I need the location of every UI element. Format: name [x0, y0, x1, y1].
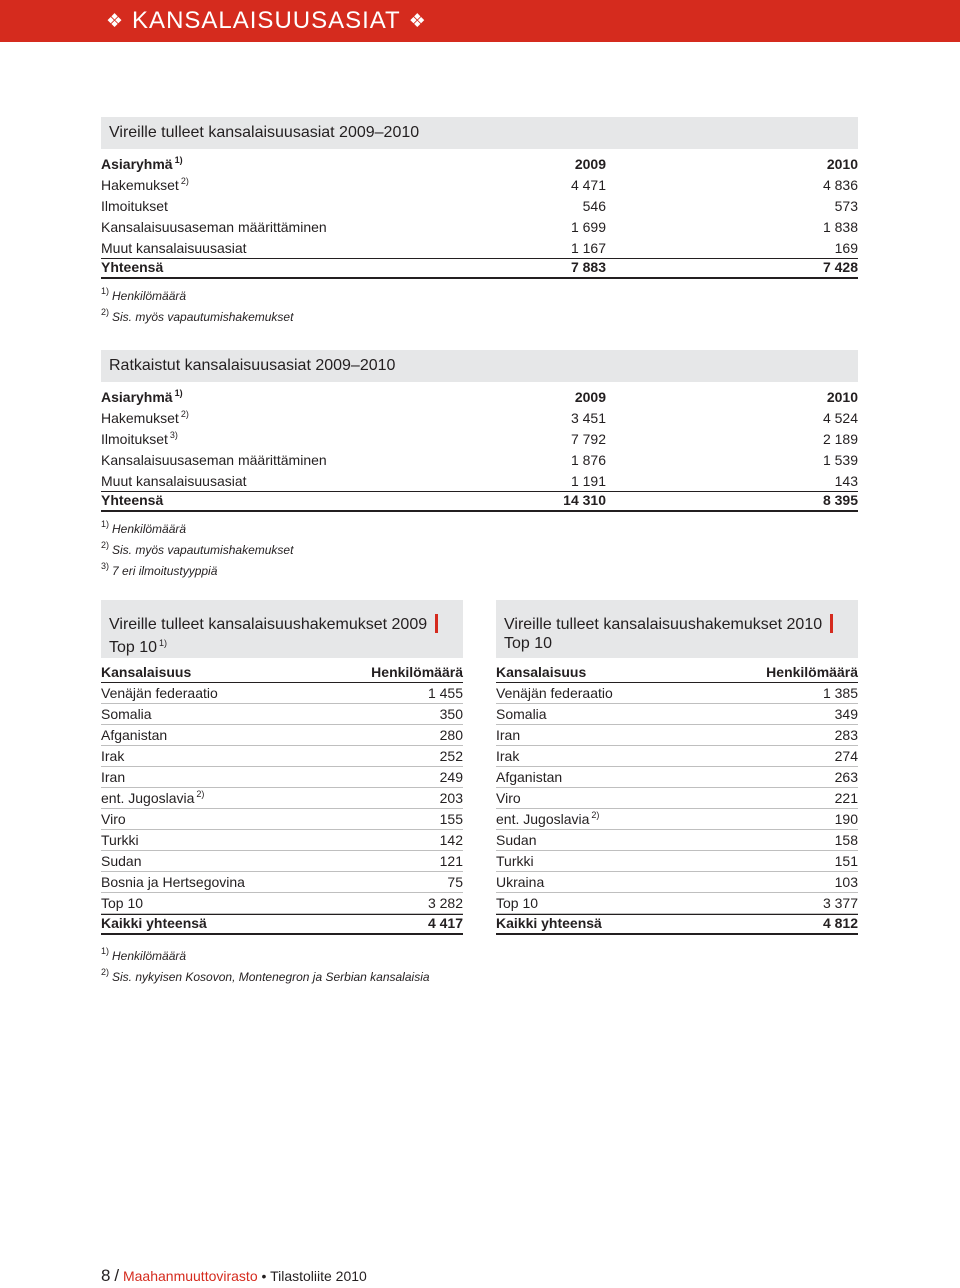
- table-row: ent. Jugoslavia $^{2)}$ 190: [496, 809, 858, 830]
- table-row: Ilmoitukset 546 573: [101, 198, 858, 214]
- table-row: Muut kansalaisuusasiat 1 167 169: [101, 240, 858, 256]
- accent-bar: [830, 614, 833, 633]
- table-title: Vireille tulleet kansalaisuushakemukset 2010 Top 10: [496, 600, 858, 658]
- table-row: Kansalaisuusaseman määrittäminen 1 876 1 539: [101, 452, 858, 468]
- footnote: $^{3)}$ 7 eri ilmoitustyyppiä: [101, 561, 218, 578]
- pending-matters-table: [101, 117, 858, 325]
- accent-bar: [435, 614, 438, 633]
- decided-matters-table: [101, 350, 858, 579]
- table-title: Vireille tulleet kansalaisuushakemukset 2009 Top 10 $^{1)}$: [101, 600, 463, 658]
- top10-2009-table: [101, 600, 463, 985]
- table-total-row: Kaikki yhteensä 4 417: [101, 914, 463, 935]
- table-row: Venäjän federaatio 1 455: [101, 683, 463, 704]
- footnote: $^{2)}$ Sis. myös vapautumishakemukset: [101, 307, 294, 324]
- table-row: Turkki 142: [101, 830, 463, 851]
- table-header-row: Kansalaisuus Henkilömäärä: [101, 662, 463, 683]
- table-total-row: Kaikki yhteensä 4 812: [496, 914, 858, 935]
- table-row: Irak 274: [496, 746, 858, 767]
- footnote: $^{2)}$ Sis. myös vapautumishakemukset: [101, 540, 294, 557]
- table-row: Hakemukset $^{2)}$ 3 451 4 524: [101, 409, 858, 426]
- footnote: $^{1)}$ Henkilömäärä: [101, 519, 187, 536]
- table-row: Bosnia ja Hertsegovina 75: [101, 872, 463, 893]
- table-total-row: Yhteensä 7 883 7 428: [101, 258, 858, 279]
- table-row: Sudan 158: [496, 830, 858, 851]
- page-number: 8: [101, 1266, 111, 1285]
- table-row: ent. Jugoslavia $^{2)}$ 203: [101, 788, 463, 809]
- section-title: KANSALAISUUSASIAT: [132, 7, 401, 34]
- table-row: Venäjän federaatio 1 385: [496, 683, 858, 704]
- page-footer: 8 / Maahanmuuttovirasto • Tilastoliite 2010: [101, 1266, 367, 1285]
- footnotes: [101, 943, 463, 985]
- footnotes: [101, 516, 858, 579]
- footnote: $^{1)}$ Henkilömäärä: [101, 286, 187, 303]
- table-row: Ilmoitukset $^{3)}$ 7 792 2 189: [101, 430, 858, 447]
- table-row: Kansalaisuusaseman määrittäminen 1 699 1 838: [101, 219, 858, 235]
- table-row: Top 10 3 282: [101, 893, 463, 914]
- table-row: Somalia 349: [496, 704, 858, 725]
- table-row: Muut kansalaisuusasiat 1 191 143: [101, 473, 858, 489]
- table-row: Iran 283: [496, 725, 858, 746]
- table-header-row: Asiaryhmä $^{1)}$ 2009 2010: [101, 155, 858, 172]
- table-row: Hakemukset $^{2)}$ 4 471 4 836: [101, 176, 858, 193]
- table-row: Afganistan 263: [496, 767, 858, 788]
- table-row: Viro 155: [101, 809, 463, 830]
- publication-name: Tilastoliite 2010: [270, 1268, 367, 1284]
- table-header-row: Kansalaisuus Henkilömäärä: [496, 662, 858, 683]
- table-row: Turkki 151: [496, 851, 858, 872]
- top10-2010-table: [496, 600, 858, 935]
- ornament-icon: ❖: [106, 10, 125, 32]
- table-row: Viro 221: [496, 788, 858, 809]
- table-row: Ukraina 103: [496, 872, 858, 893]
- section-banner: [0, 0, 960, 42]
- footnote: $^{1)}$ Henkilömäärä: [101, 946, 187, 963]
- table-row: Somalia 350: [101, 704, 463, 725]
- table-header-row: Asiaryhmä $^{1)}$ 2009 2010: [101, 388, 858, 405]
- footnote: $^{2)}$ Sis. nykyisen Kosovon, Montenegron ja Serbian kansalaisia: [101, 967, 430, 984]
- table-row: Top 10 3 377: [496, 893, 858, 914]
- table-title: Vireille tulleet kansalaisuusasiat 2009–2010: [101, 117, 858, 149]
- table-title: Ratkaistut kansalaisuusasiat 2009–2010: [101, 350, 858, 382]
- organization-name: Maahanmuuttovirasto: [122, 1268, 258, 1284]
- table-row: Irak 252: [101, 746, 463, 767]
- ornament-icon: ❖: [408, 10, 427, 32]
- table-row: Sudan 121: [101, 851, 463, 872]
- table-row: Iran 249: [101, 767, 463, 788]
- footnotes: [101, 283, 858, 325]
- table-row: Afganistan 280: [101, 725, 463, 746]
- table-total-row: Yhteensä 14 310 8 395: [101, 491, 858, 512]
